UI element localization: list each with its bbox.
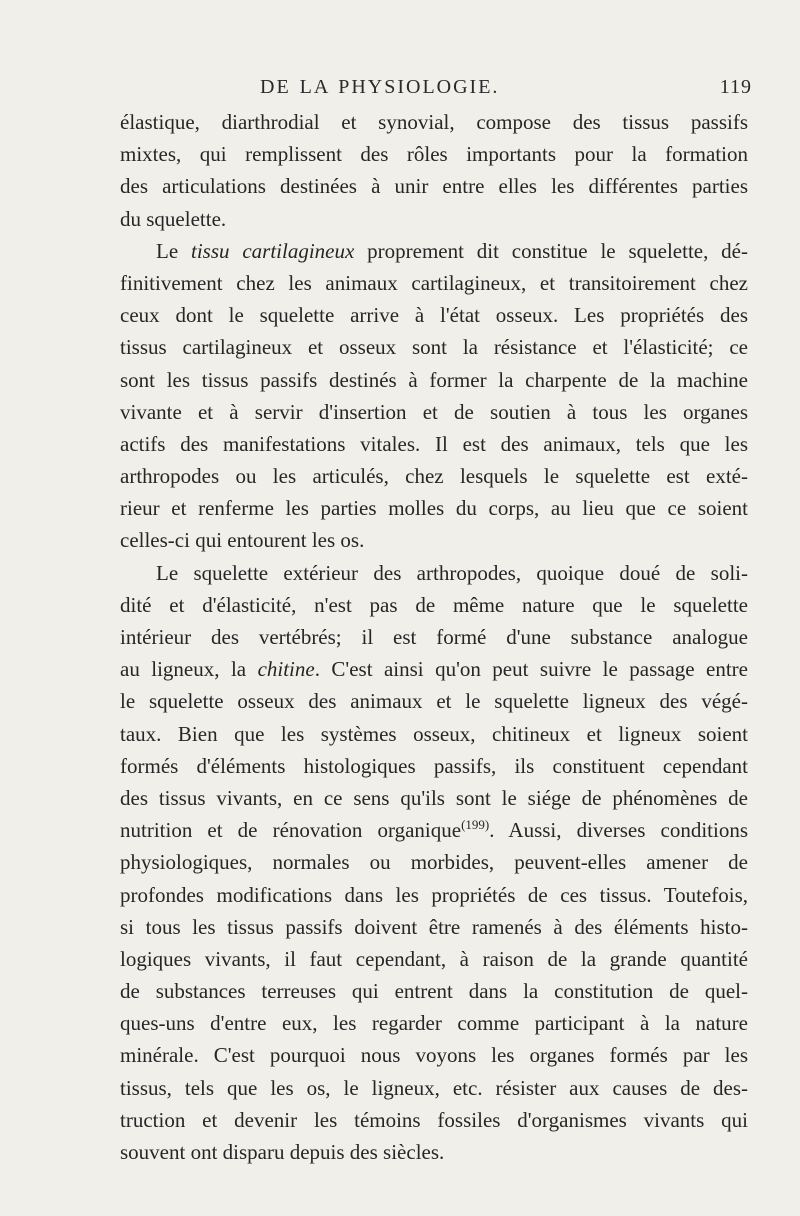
text-fragment: . Aussi, diverses conditions xyxy=(489,818,748,843)
text-line: rieur et renferme les parties molles du corps, au lieu que ce soient xyxy=(120,496,748,521)
text-line xyxy=(120,653,748,685)
text-line: sont les tissus passifs destinés à former la charpente de la machine xyxy=(120,367,748,392)
text-line: des tissus vivants, en ce sens qu'ils sont le siége de phénomènes de xyxy=(120,785,748,810)
text-line: Le squelette extérieur des arthropodes, quoique doué de soli- xyxy=(156,560,748,585)
italic-term: chitine xyxy=(257,657,315,682)
text-line: actifs des manifestations vitales. Il est des animaux, tels que les xyxy=(120,431,748,456)
text-line: logiques vivants, il faut cependant, à raison de la grande quantité xyxy=(120,946,748,971)
text-line: arthropodes ou les articulés, chez lesquels le squelette est exté- xyxy=(120,464,748,489)
page-header xyxy=(120,76,752,102)
body-text xyxy=(120,106,748,1168)
footnote-reference: (199) xyxy=(461,817,490,833)
text-line: truction et devenir les témoins fossiles d'organismes vivants qui xyxy=(120,1107,748,1132)
italic-term: tissu cartilagineux xyxy=(191,238,355,263)
text-line: des articulations destinées à unir entre elles les différentes parties xyxy=(120,174,748,199)
text-line: mixtes, qui remplissent des rôles importants pour la formation xyxy=(120,142,748,167)
text-fragment: nutrition et de rénovation organique xyxy=(120,818,462,843)
text-line: dité et d'élasticité, n'est pas de même nature que le squelette xyxy=(120,592,748,617)
text-line: minérale. C'est pourquoi nous voyons les organes formés par les xyxy=(120,1043,748,1068)
text-line: intérieur des vertébrés; il est formé d'une substance analogue xyxy=(120,625,748,649)
text-line: tissus, tels que les os, le ligneux, etc. résister aux causes de des- xyxy=(120,1075,748,1100)
text-line: ceux dont le squelette arrive à l'état osseux. Les propriétés des xyxy=(120,303,748,328)
text-line: de substances terreuses qui entrent dans la constitution de quel- xyxy=(120,979,748,1004)
page-number: 119 xyxy=(719,76,752,98)
text-line: tissus cartilagineux et osseux sont la résistance et l'élasticité; ce xyxy=(120,335,748,360)
running-head: DE LA PHYSIOLOGIE. xyxy=(260,76,500,98)
text-fragment: . C'est ainsi qu'on peut suivre le passage entre xyxy=(314,657,748,682)
text-line: le squelette osseux des animaux et le squelette ligneux des végé- xyxy=(120,689,748,714)
text-line: souvent ont disparu depuis des siècles. xyxy=(120,1140,445,1164)
text-line: profondes modifications dans les propriétés de ces tissus. Toutefois, xyxy=(120,882,748,907)
text-line: taux. Bien que les systèmes osseux, chitineux et ligneux soient xyxy=(120,721,748,746)
text-line xyxy=(120,235,748,267)
text-fragment: Le xyxy=(156,238,191,263)
text-line: élastique, diarthrodial et synovial, compose des tissus passifs xyxy=(120,110,748,134)
text-line: formés d'éléments histologiques passifs, ils constituent cependant xyxy=(120,753,748,778)
text-line: finitivement chez les animaux cartilagineux, et transitoirement chez xyxy=(120,270,748,295)
text-line: celles-ci qui entourent les os. xyxy=(120,528,365,553)
text-line: ques-uns d'entre eux, les regarder comme participant à la nature xyxy=(120,1011,748,1036)
text-line: physiologiques, normales ou morbides, peuvent-elles amener de xyxy=(120,850,748,875)
text-line: vivante et à servir d'insertion et de soutien à tous les organes xyxy=(120,399,748,424)
text-fragment: au ligneux, la xyxy=(120,657,258,682)
text-fragment: proprement dit constitue le squelette, dé- xyxy=(354,238,748,263)
text-line: du squelette. xyxy=(120,206,227,231)
text-line xyxy=(120,814,748,846)
text-line: si tous les tissus passifs doivent être ramenés à des éléments histo- xyxy=(120,914,748,939)
